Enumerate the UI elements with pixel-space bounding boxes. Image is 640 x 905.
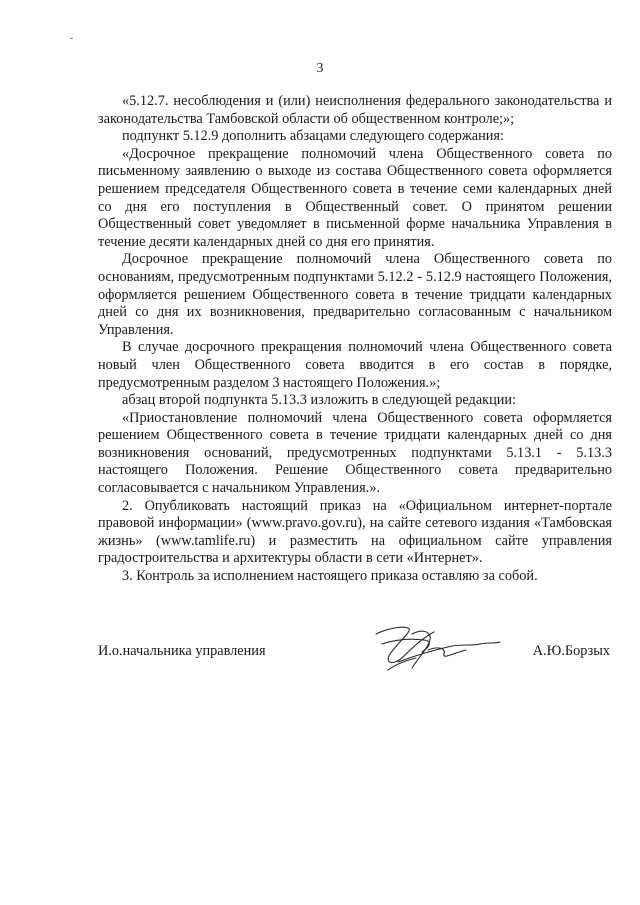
paragraph-5-12-7: «5.12.7. несоблюдения и (или) неисполнения федерального законодательства и законодательства Тамбовской области об общественном контроле;»; <box>98 93 612 127</box>
paragraph-early-termination-application: «Досрочное прекращение полномочий члена Общественного совета по письменному заявлению о выходе из состава Общественного совета оформляется решением председателя Общественного совета в течение семи календарных дней со дня его поступления в Общественный совет. О принятом решении Общественный совет уведомляет в письменной форме начальника Управления в течение десяти календарных дней со дня его принятия. <box>98 145 612 250</box>
signature-block <box>98 636 612 686</box>
paragraph-control: 3. Контроль за исполнением настоящего приказа оставляю за собой. <box>122 568 538 585</box>
page-number: 3 <box>316 61 324 76</box>
handwritten-signature <box>368 622 508 678</box>
signer-title: И.о.начальника управления <box>98 643 266 659</box>
document-body <box>98 93 612 586</box>
paragraph-publish: 2. Опубликовать настоящий приказ на «Официальном интернет-портале правовой информации» (www.pravo.gov.ru), на сайте сетевого издания «Тамбовская жизнь» (www.tamlife.ru) и разместить на официальном сайте управления градостроительства и архитектуры области в сети «Интернет». <box>98 497 612 567</box>
paragraph-subclause-5-13-3: абзац второй подпункта 5.13.3 изложить в следующей редакции: <box>122 392 517 409</box>
paragraph-new-member: В случае досрочного прекращения полномочий члена Общественного совета новый член Общественного совета вводится в его состав в порядке, предусмотренным разделом 3 настоящего Положения.»; <box>98 339 612 391</box>
paragraph-subclause-5-12-9: подпункт 5.12.9 дополнить абзацами следующего содержания: <box>122 128 504 145</box>
signer-name: А.Ю.Борзых <box>532 643 610 659</box>
paragraph-suspension: «Приостановление полномочий члена Общественного совета оформляется решением Общественного совета в течение тридцати календарных дней со дня возникновения оснований, предусмотренных подпунктами 5.13.1 - 5.13.3 настоящего Положения. Решение Общественного совета предварительно согласовывается с начальником Управления.». <box>98 409 612 497</box>
scan-speck <box>70 38 73 39</box>
paragraph-early-termination-grounds: Досрочное прекращение полномочий члена Общественного совета по основаниям, предусмотренным подпунктами 5.12.2 - 5.12.9 настоящего Положения, оформляется решением Общественного совета в течение тридцати календарных дней со дня их возникновения, предварительно согласованным с начальником Управления. <box>98 251 612 338</box>
